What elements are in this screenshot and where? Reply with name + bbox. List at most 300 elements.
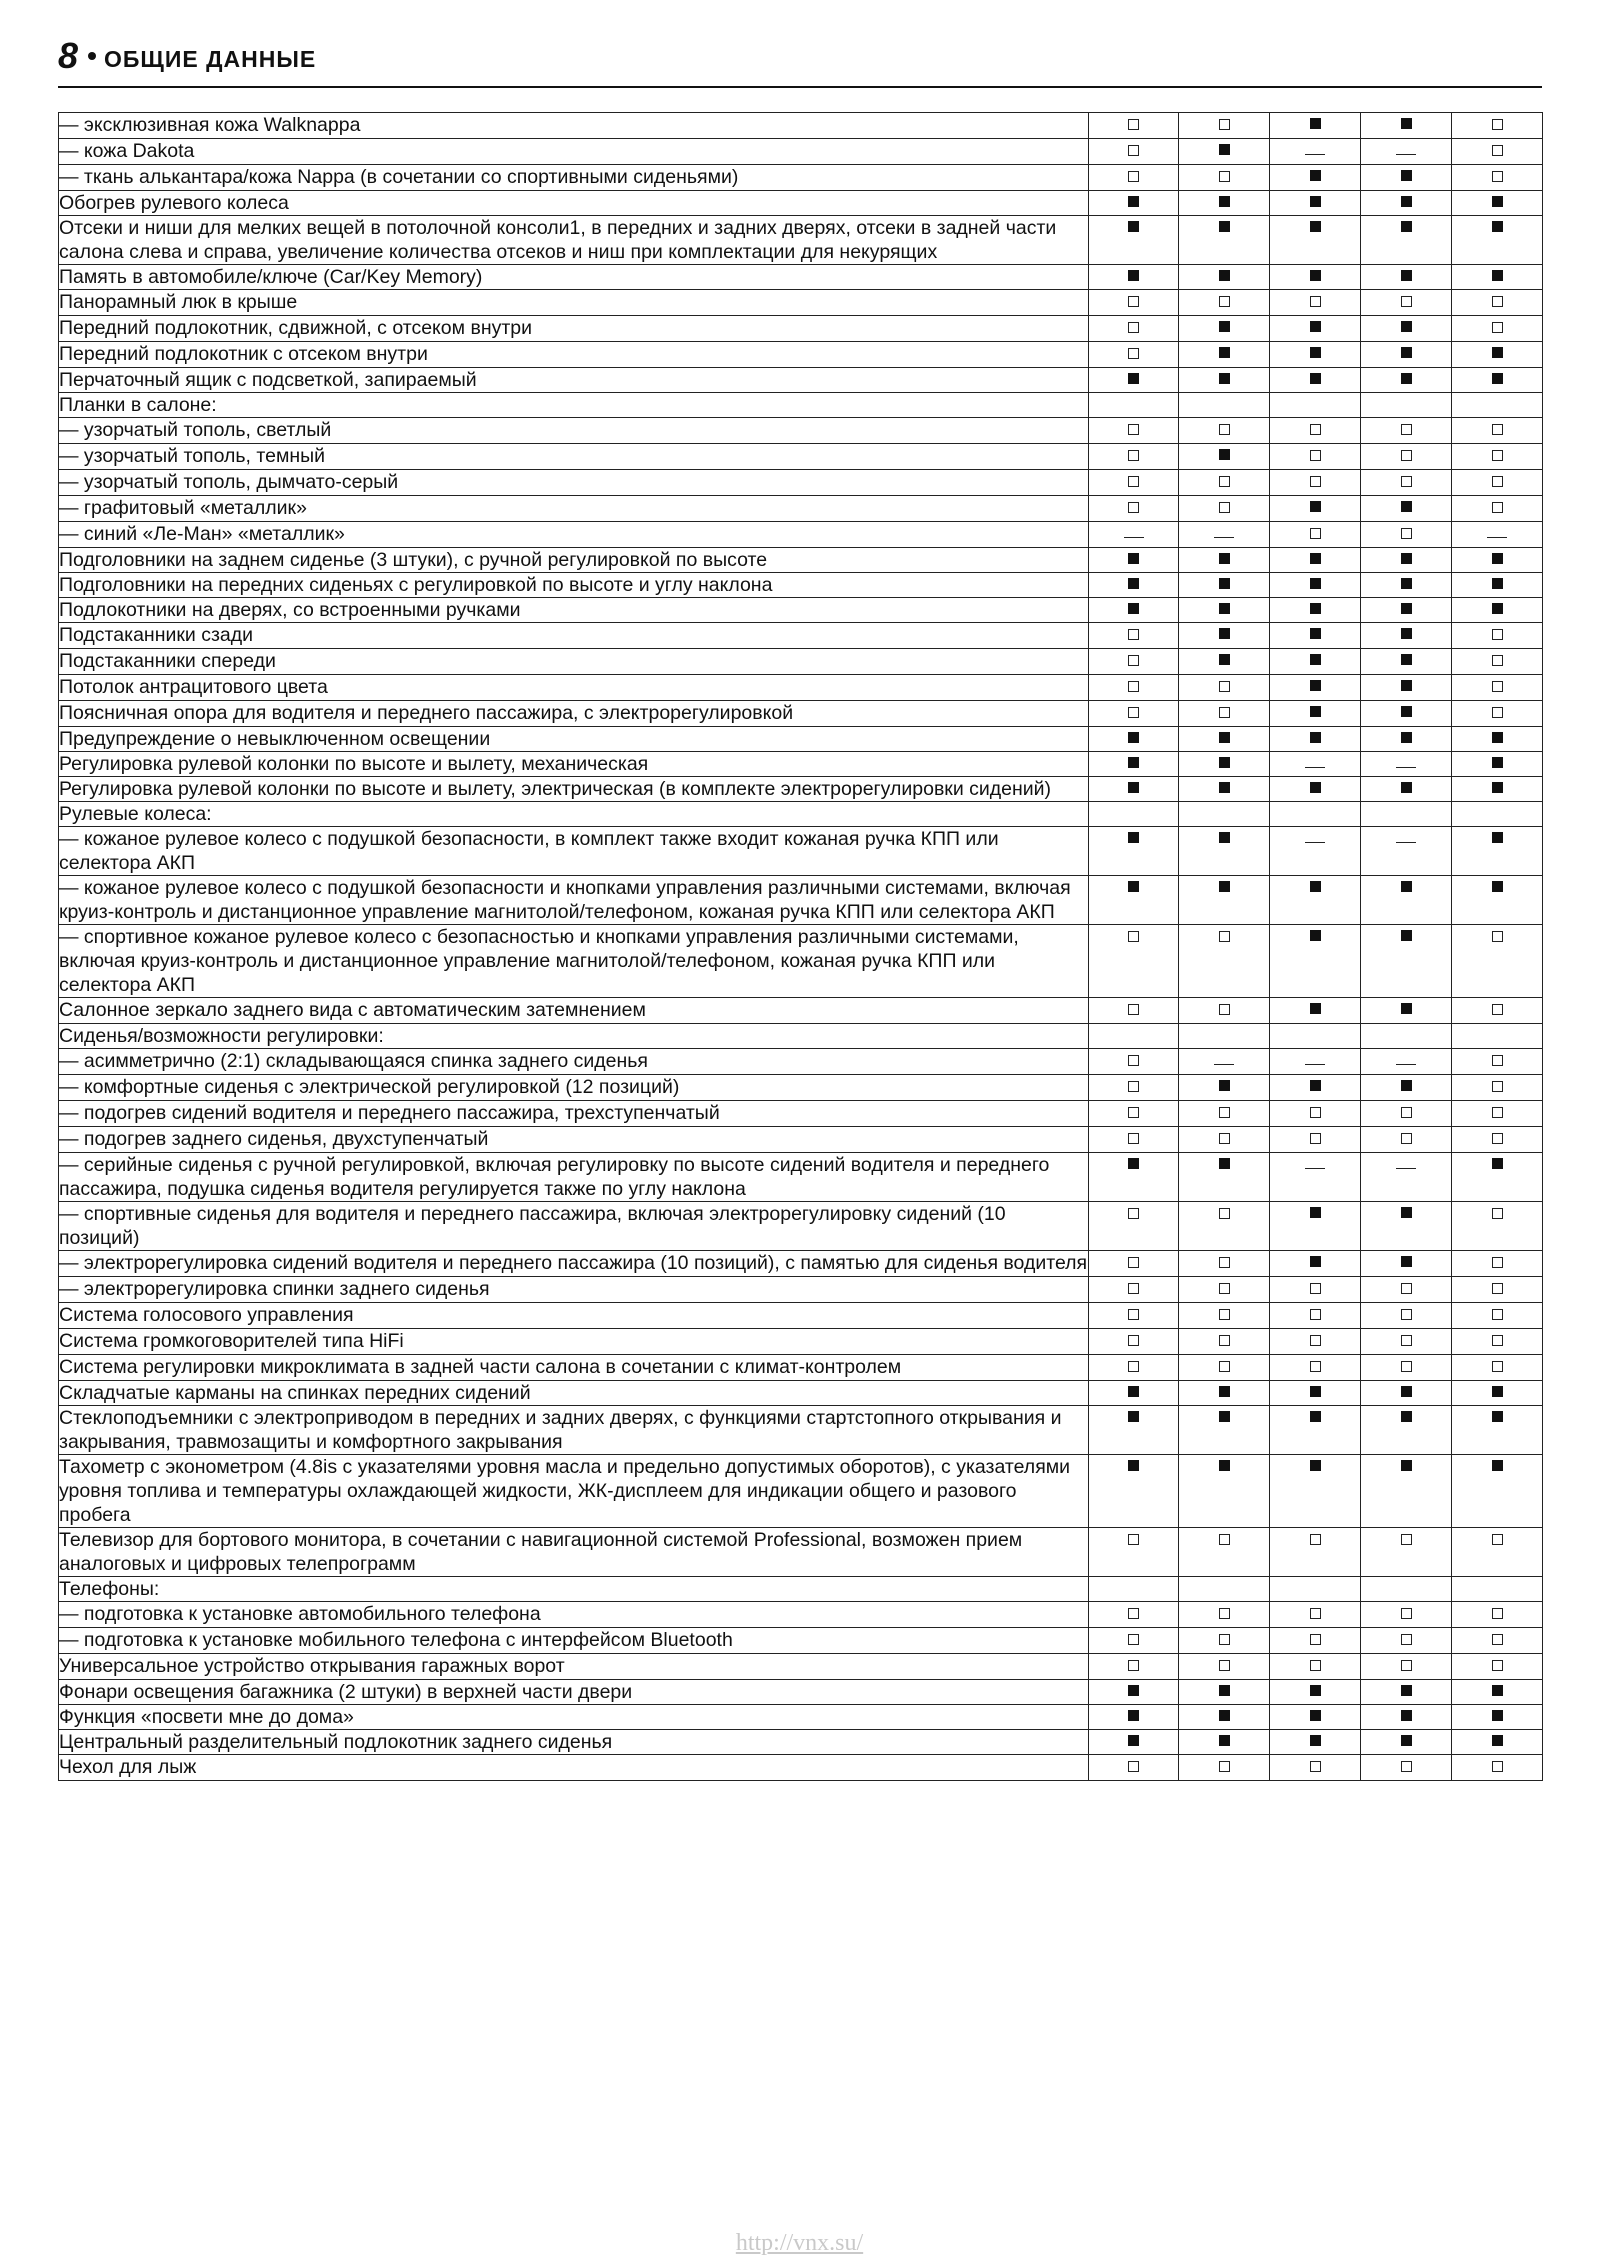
availability-cell (1452, 165, 1543, 191)
table-row (59, 290, 1543, 316)
availability-cell (1179, 548, 1270, 573)
availability-cell (1270, 1705, 1361, 1730)
option-mark-icon (1401, 1133, 1412, 1144)
option-mark-icon (1492, 681, 1503, 692)
availability-cell (1361, 1654, 1452, 1680)
availability-cell (1452, 925, 1543, 998)
row-label: — подогрев сидений водителя и переднего пассажира, трехступенчатый (59, 1101, 1089, 1127)
availability-cell (1179, 191, 1270, 216)
table-row (59, 548, 1543, 573)
table-row (59, 1455, 1543, 1528)
availability-cell (1452, 598, 1543, 623)
option-mark-icon (1128, 1534, 1139, 1545)
availability-cell (1089, 573, 1179, 598)
availability-cell (1179, 1705, 1270, 1730)
option-mark-icon (1310, 1283, 1321, 1294)
availability-cell (1452, 1528, 1543, 1577)
standard-mark-icon (1310, 628, 1321, 639)
option-mark-icon (1310, 1634, 1321, 1645)
availability-cell (1361, 1277, 1452, 1303)
availability-cell (1270, 139, 1361, 165)
option-mark-icon (1219, 119, 1230, 130)
standard-mark-icon (1492, 881, 1503, 892)
table-row (59, 1705, 1543, 1730)
availability-cell (1179, 1101, 1270, 1127)
availability-cell (1452, 139, 1543, 165)
availability-cell (1270, 1528, 1361, 1577)
option-mark-icon (1219, 1660, 1230, 1671)
standard-mark-icon (1401, 1685, 1412, 1696)
standard-mark-icon (1492, 221, 1503, 232)
bullet-icon (88, 52, 96, 60)
availability-cell (1270, 876, 1361, 925)
availability-cell (1452, 1049, 1543, 1075)
standard-mark-icon (1310, 170, 1321, 181)
table-row (59, 998, 1543, 1024)
availability-cell (1179, 1329, 1270, 1355)
availability-cell (1179, 727, 1270, 752)
standard-mark-icon (1310, 1685, 1321, 1696)
availability-cell (1270, 368, 1361, 393)
availability-cell (1452, 265, 1543, 290)
row-label: Перчаточный ящик с подсветкой, запираемый (59, 368, 1089, 393)
standard-mark-icon (1492, 782, 1503, 793)
availability-cell (1361, 649, 1452, 675)
standard-mark-icon (1310, 881, 1321, 892)
availability-cell (1089, 290, 1179, 316)
availability-cell (1089, 1602, 1179, 1628)
not-available-mark-icon (1305, 767, 1325, 768)
availability-cell (1179, 1755, 1270, 1781)
availability-cell (1089, 925, 1179, 998)
availability-cell (1452, 522, 1543, 548)
option-mark-icon (1219, 424, 1230, 435)
availability-cell (1361, 470, 1452, 496)
availability-cell (1361, 925, 1452, 998)
option-mark-icon (1219, 171, 1230, 182)
table-row (59, 316, 1543, 342)
option-mark-icon (1401, 1660, 1412, 1671)
availability-cell (1179, 444, 1270, 470)
availability-cell (1089, 548, 1179, 573)
availability-cell (1452, 1153, 1543, 1202)
table-row (59, 470, 1543, 496)
option-mark-icon (1128, 707, 1139, 718)
availability-cell (1089, 265, 1179, 290)
table-row (59, 1153, 1543, 1202)
availability-cell (1452, 623, 1543, 649)
standard-mark-icon (1128, 1735, 1139, 1746)
availability-cell (1270, 1577, 1361, 1602)
standard-mark-icon (1492, 1735, 1503, 1746)
availability-cell (1270, 113, 1361, 139)
availability-cell (1452, 1251, 1543, 1277)
availability-cell (1270, 1153, 1361, 1202)
row-label: Поясничная опора для водителя и переднего пассажира, с электрорегулировкой (59, 701, 1089, 727)
table-row (59, 368, 1543, 393)
availability-cell (1270, 316, 1361, 342)
standard-mark-icon (1401, 553, 1412, 564)
option-mark-icon (1492, 171, 1503, 182)
availability-cell (1452, 573, 1543, 598)
row-label: — ткань алькантара/кожа Nappa (в сочетании со спортивными сиденьями) (59, 165, 1089, 191)
table-row (59, 1127, 1543, 1153)
option-mark-icon (1219, 1361, 1230, 1372)
option-mark-icon (1492, 1004, 1503, 1015)
availability-cell (1270, 470, 1361, 496)
availability-cell (1179, 1654, 1270, 1680)
not-available-mark-icon (1487, 537, 1507, 538)
row-label: Потолок антрацитового цвета (59, 675, 1089, 701)
availability-cell (1089, 191, 1179, 216)
availability-cell (1452, 316, 1543, 342)
availability-cell (1089, 342, 1179, 368)
row-label: Система голосового управления (59, 1303, 1089, 1329)
table-row (59, 1730, 1543, 1755)
standard-mark-icon (1310, 1710, 1321, 1721)
availability-cell (1179, 393, 1270, 418)
standard-mark-icon (1128, 1386, 1139, 1397)
availability-cell (1179, 342, 1270, 368)
availability-cell (1361, 1455, 1452, 1528)
table-row (59, 1680, 1543, 1705)
standard-mark-icon (1310, 1003, 1321, 1014)
option-mark-icon (1219, 1283, 1230, 1294)
option-mark-icon (1128, 1055, 1139, 1066)
availability-cell (1361, 777, 1452, 802)
availability-cell (1270, 165, 1361, 191)
option-mark-icon (1310, 528, 1321, 539)
standard-mark-icon (1492, 347, 1503, 358)
availability-cell (1179, 265, 1270, 290)
table-row (59, 1329, 1543, 1355)
standard-mark-icon (1128, 832, 1139, 843)
availability-cell (1089, 1251, 1179, 1277)
standard-mark-icon (1401, 270, 1412, 281)
option-mark-icon (1492, 629, 1503, 640)
availability-cell (1179, 1602, 1270, 1628)
availability-cell (1361, 1251, 1452, 1277)
option-mark-icon (1492, 1634, 1503, 1645)
option-mark-icon (1401, 1309, 1412, 1320)
table-row (59, 165, 1543, 191)
availability-cell (1179, 1680, 1270, 1705)
row-label: Сиденья/возможности регулировки: (59, 1024, 1089, 1049)
table-row (59, 1277, 1543, 1303)
availability-cell (1361, 191, 1452, 216)
availability-cell (1270, 216, 1361, 265)
not-available-mark-icon (1214, 1064, 1234, 1065)
row-label: Складчатые карманы на спинках передних сидений (59, 1381, 1089, 1406)
availability-cell (1270, 598, 1361, 623)
availability-cell (1270, 496, 1361, 522)
table-row (59, 802, 1543, 827)
not-available-mark-icon (1396, 1168, 1416, 1169)
standard-mark-icon (1219, 373, 1230, 384)
availability-cell (1452, 1024, 1543, 1049)
availability-cell (1270, 1755, 1361, 1781)
option-mark-icon (1492, 450, 1503, 461)
row-label: Подголовники на заднем сиденье (3 штуки), с ручной регулировкой по высоте (59, 548, 1089, 573)
standard-mark-icon (1128, 757, 1139, 768)
availability-cell (1452, 470, 1543, 496)
row-label: Регулировка рулевой колонки по высоте и вылету, механическая (59, 752, 1089, 777)
option-mark-icon (1401, 1107, 1412, 1118)
option-mark-icon (1310, 296, 1321, 307)
standard-mark-icon (1219, 553, 1230, 564)
not-available-mark-icon (1305, 1064, 1325, 1065)
availability-cell (1270, 1277, 1361, 1303)
option-mark-icon (1401, 476, 1412, 487)
availability-cell (1179, 1251, 1270, 1277)
table-row (59, 1251, 1543, 1277)
row-label: Фонари освещения багажника (2 штуки) в верхней части двери (59, 1680, 1089, 1705)
availability-cell (1179, 1528, 1270, 1577)
availability-cell (1452, 191, 1543, 216)
availability-cell (1452, 368, 1543, 393)
option-mark-icon (1128, 629, 1139, 640)
standard-mark-icon (1401, 1003, 1412, 1014)
availability-cell (1452, 1654, 1543, 1680)
standard-mark-icon (1219, 1411, 1230, 1422)
availability-cell (1089, 470, 1179, 496)
availability-cell (1361, 623, 1452, 649)
standard-mark-icon (1401, 654, 1412, 665)
availability-cell (1089, 1755, 1179, 1781)
availability-cell (1179, 1024, 1270, 1049)
availability-cell (1179, 139, 1270, 165)
availability-cell (1452, 1355, 1543, 1381)
availability-cell (1179, 827, 1270, 876)
row-label: — комфортные сиденья с электрической регулировкой (12 позиций) (59, 1075, 1089, 1101)
availability-cell (1452, 1329, 1543, 1355)
option-mark-icon (1219, 1335, 1230, 1346)
option-mark-icon (1310, 1107, 1321, 1118)
table-row (59, 827, 1543, 876)
standard-mark-icon (1219, 449, 1230, 460)
row-label: Чехол для лыж (59, 1755, 1089, 1781)
source-url-link[interactable]: http://vnx.su/ (735, 2230, 864, 2256)
table-row (59, 1654, 1543, 1680)
table-row (59, 777, 1543, 802)
standard-mark-icon (1219, 1735, 1230, 1746)
availability-cell (1089, 727, 1179, 752)
row-label: Центральный разделительный подлокотник заднего сиденья (59, 1730, 1089, 1755)
availability-cell (1179, 1455, 1270, 1528)
availability-cell (1089, 418, 1179, 444)
standard-mark-icon (1492, 1411, 1503, 1422)
availability-cell (1361, 876, 1452, 925)
option-mark-icon (1128, 1608, 1139, 1619)
row-label: Универсальное устройство открывания гаражных ворот (59, 1654, 1089, 1680)
option-mark-icon (1128, 1208, 1139, 1219)
option-mark-icon (1492, 322, 1503, 333)
table-row (59, 1075, 1543, 1101)
table-row (59, 649, 1543, 675)
standard-mark-icon (1219, 578, 1230, 589)
standard-mark-icon (1492, 1460, 1503, 1471)
availability-cell (1452, 113, 1543, 139)
availability-cell (1270, 444, 1361, 470)
availability-cell (1270, 1251, 1361, 1277)
option-mark-icon (1492, 1660, 1503, 1671)
standard-mark-icon (1310, 1460, 1321, 1471)
option-mark-icon (1310, 1361, 1321, 1372)
availability-cell (1452, 1406, 1543, 1455)
availability-cell (1270, 1406, 1361, 1455)
option-mark-icon (1128, 1004, 1139, 1015)
option-mark-icon (1401, 1361, 1412, 1372)
standard-mark-icon (1492, 757, 1503, 768)
standard-mark-icon (1128, 578, 1139, 589)
option-mark-icon (1219, 681, 1230, 692)
availability-cell (1179, 802, 1270, 827)
availability-cell (1179, 1153, 1270, 1202)
table-row (59, 1355, 1543, 1381)
option-mark-icon (1128, 1361, 1139, 1372)
availability-cell (1361, 752, 1452, 777)
availability-cell (1452, 701, 1543, 727)
standard-mark-icon (1401, 1207, 1412, 1218)
standard-mark-icon (1310, 732, 1321, 743)
availability-cell (1452, 1127, 1543, 1153)
standard-mark-icon (1310, 1080, 1321, 1091)
availability-cell (1089, 139, 1179, 165)
option-mark-icon (1401, 528, 1412, 539)
availability-cell (1179, 1628, 1270, 1654)
standard-mark-icon (1310, 118, 1321, 129)
availability-cell (1452, 802, 1543, 827)
row-label: — узорчатый тополь, светлый (59, 418, 1089, 444)
table-row (59, 876, 1543, 925)
standard-mark-icon (1492, 1685, 1503, 1696)
standard-mark-icon (1310, 1386, 1321, 1397)
availability-cell (1452, 290, 1543, 316)
availability-cell (1089, 522, 1179, 548)
option-mark-icon (1128, 476, 1139, 487)
availability-cell (1270, 265, 1361, 290)
option-mark-icon (1128, 931, 1139, 942)
option-mark-icon (1219, 1208, 1230, 1219)
option-mark-icon (1310, 1534, 1321, 1545)
availability-cell (1270, 290, 1361, 316)
standard-mark-icon (1128, 553, 1139, 564)
row-label: Салонное зеркало заднего вида с автоматическим затемнением (59, 998, 1089, 1024)
availability-cell (1270, 777, 1361, 802)
standard-mark-icon (1310, 347, 1321, 358)
availability-cell (1452, 418, 1543, 444)
standard-mark-icon (1128, 732, 1139, 743)
standard-mark-icon (1401, 603, 1412, 614)
standard-mark-icon (1128, 270, 1139, 281)
availability-cell (1361, 1528, 1452, 1577)
availability-cell (1270, 548, 1361, 573)
availability-cell (1452, 675, 1543, 701)
availability-cell (1361, 1406, 1452, 1455)
standard-mark-icon (1128, 221, 1139, 232)
row-label: Функция «посвети мне до дома» (59, 1705, 1089, 1730)
standard-mark-icon (1219, 1158, 1230, 1169)
row-label: Предупреждение о невыключенном освещении (59, 727, 1089, 752)
availability-cell (1361, 113, 1452, 139)
table-row (59, 1406, 1543, 1455)
option-mark-icon (1401, 1761, 1412, 1772)
standard-mark-icon (1401, 578, 1412, 589)
standard-mark-icon (1492, 603, 1503, 614)
standard-mark-icon (1401, 118, 1412, 129)
standard-mark-icon (1310, 553, 1321, 564)
availability-cell (1361, 727, 1452, 752)
option-mark-icon (1492, 1534, 1503, 1545)
availability-cell (1452, 1075, 1543, 1101)
availability-cell (1179, 701, 1270, 727)
standard-mark-icon (1310, 373, 1321, 384)
table-row (59, 1024, 1543, 1049)
availability-cell (1361, 573, 1452, 598)
standard-mark-icon (1401, 680, 1412, 691)
standard-mark-icon (1401, 706, 1412, 717)
option-mark-icon (1401, 1335, 1412, 1346)
standard-mark-icon (1219, 832, 1230, 843)
table-row (59, 727, 1543, 752)
availability-cell (1361, 1628, 1452, 1654)
row-label: — серийные сиденья с ручной регулировкой, включая регулировку по высоте сидений водителя и переднего пассажира, подушка сиденья водителя регулируется также по углу наклона (59, 1153, 1089, 1202)
table-row (59, 573, 1543, 598)
availability-cell (1089, 827, 1179, 876)
availability-cell (1089, 113, 1179, 139)
availability-cell (1361, 1355, 1452, 1381)
option-mark-icon (1492, 1055, 1503, 1066)
option-mark-icon (1128, 450, 1139, 461)
availability-cell (1179, 496, 1270, 522)
standard-mark-icon (1492, 1710, 1503, 1721)
availability-cell (1452, 1577, 1543, 1602)
availability-cell (1179, 1577, 1270, 1602)
page-title: ОБЩИЕ ДАННЫЕ (104, 46, 317, 72)
row-label: Система громкоговорителей типа HiFi (59, 1329, 1089, 1355)
option-mark-icon (1128, 1133, 1139, 1144)
not-available-mark-icon (1305, 154, 1325, 155)
standard-mark-icon (1310, 578, 1321, 589)
standard-mark-icon (1219, 196, 1230, 207)
availability-cell (1270, 1628, 1361, 1654)
not-available-mark-icon (1214, 537, 1234, 538)
table-row (59, 623, 1543, 649)
standard-mark-icon (1310, 1256, 1321, 1267)
availability-cell (1452, 393, 1543, 418)
option-mark-icon (1310, 476, 1321, 487)
standard-mark-icon (1128, 782, 1139, 793)
availability-cell (1452, 998, 1543, 1024)
option-mark-icon (1492, 1081, 1503, 1092)
availability-cell (1361, 1024, 1452, 1049)
option-mark-icon (1310, 1309, 1321, 1320)
availability-cell (1089, 777, 1179, 802)
standard-mark-icon (1401, 221, 1412, 232)
option-mark-icon (1219, 1257, 1230, 1268)
standard-mark-icon (1310, 1207, 1321, 1218)
standard-mark-icon (1219, 628, 1230, 639)
table-row (59, 1602, 1543, 1628)
availability-cell (1179, 752, 1270, 777)
standard-mark-icon (1128, 1411, 1139, 1422)
availability-cell (1361, 1101, 1452, 1127)
not-available-mark-icon (1396, 1064, 1416, 1065)
standard-mark-icon (1310, 196, 1321, 207)
row-label: Регулировка рулевой колонки по высоте и вылету, электрическая (в комплекте электрорегулировки сидений) (59, 777, 1089, 802)
availability-cell (1452, 1628, 1543, 1654)
row-label: Рулевые колеса: (59, 802, 1089, 827)
